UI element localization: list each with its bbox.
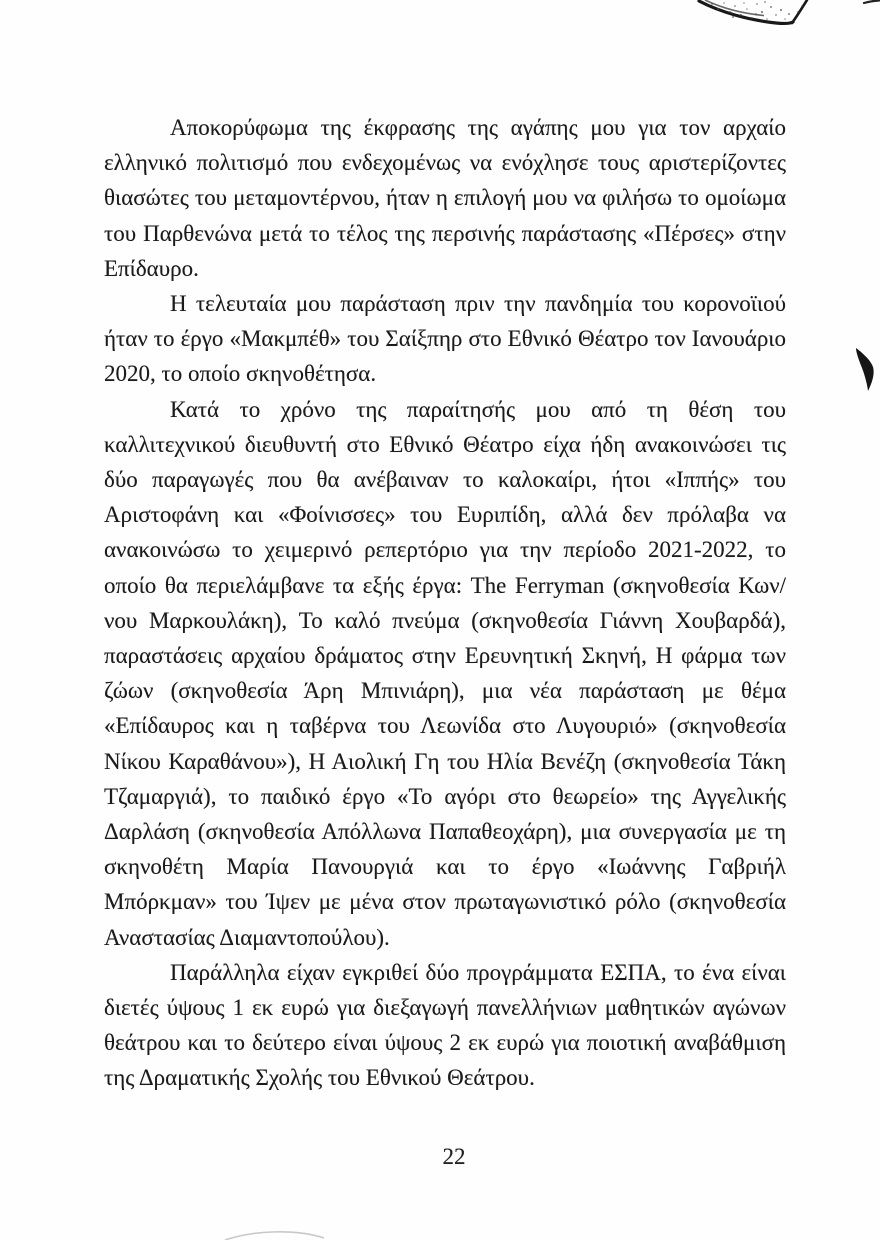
paragraph-3: Κατά το χρόνο της παραίτησής μου από τη θέση του καλλιτεχνικού διευθυντή στο Εθνικό Θέατρο είχα ήδη ανακοινώσει τις δύο παραγωγές που θα ανέβαιναν το καλοκαίρι, ήτοι «Ιππής» του Αριστοφάνη και «Φοίνισσες» του Ευριπίδη, αλλά δεν πρόλαβα να ανακοινώσω το χειμερινό ρεπερτόριο για την περίοδο 2021-2022, το οποίο θα περιελάμβανε τα εξής έργα: The Ferryman (σκηνοθεσία Κων/νου Μαρκουλάκη), Το καλό πνεύμα (σκηνοθεσία Γιάννη Χουβαρδά), παραστάσεις αρχαίου δράματος στην Ερευνητική Σκηνή, Η φάρμα των ζώων (σκηνοθεσία Άρη Μπινιάρη), μια νέα παράσταση με θέμα «Επίδαυρος και η ταβέρνα του Λεωνίδα στο Λυγουριό» (σκηνοθεσία Νίκου Καραθάνου»), Η Αιολική Γη του Ηλία Βενέζη (σκηνοθεσία Τάκη Τζαμαργιά), το παιδικό έργο «Το αγόρι στο θεωρείο» της Αγγελικής Δαρλάση (σκηνοθεσία Απόλλωνα Παπαθεοχάρη), μια συνεργασία με τη σκηνοθέτη Μαρία Πανουργιά και το έργο «Ιωάννης Γαβριήλ Μπόρκμαν» του Ίψεν με μένα στον πρωταγωνιστικό ρόλο (σκηνοθεσία Αναστασίας Διαμαντοπούλου). (104, 396, 786, 950)
pen-stroke-icon (856, 348, 874, 391)
paragraph-4: Παράλληλα είχαν εγκριθεί δύο προγράμματα ΕΣΠΑ, το ένα είναι διετές ύψους 1 εκ ευρώ για διεξαγωγή πανελλήνιων μαθητικών αγώνων θεάτρου και το δεύτερο είναι ύψους 2 εκ ευρώ για ποιοτική αναβάθμιση της Δραματικής Σχολής του Εθνικού Θεάτρου. (104, 959, 786, 1091)
handwritten-scribble-icon (699, 0, 879, 23)
paragraph-1: Αποκορύφωμα της έκφρασης της αγάπης μου για τον αρχαίο ελληνικό πολιτισμό που ενδεχομένως να ενόχλησε τους αριστερίζοντες θιασώτες του μεταμοντέρνου, ήταν η επιλογή μου να φιλήσω το ομοίωμα του Παρθενώνα μετά το τέλος της περσινής παράστασης «Πέρσες» στην Επίδαυρο. (104, 115, 786, 281)
page-body-text (104, 110, 786, 1096)
page-number: 22 (442, 1144, 466, 1169)
paragraph-2: Η τελευταία μου παράσταση πριν την πανδημία του κορονοϊιού ήταν το έργο «Μακμπέθ» του Σαίξπηρ στο Εθνικό Θέατρο τον Ιανουάριο 2020, το οποίο σκηνοθέτησα. (104, 291, 786, 387)
scribble-stipple-texture (711, 1, 803, 20)
bottom-edge-ghost-arc (225, 1232, 324, 1240)
